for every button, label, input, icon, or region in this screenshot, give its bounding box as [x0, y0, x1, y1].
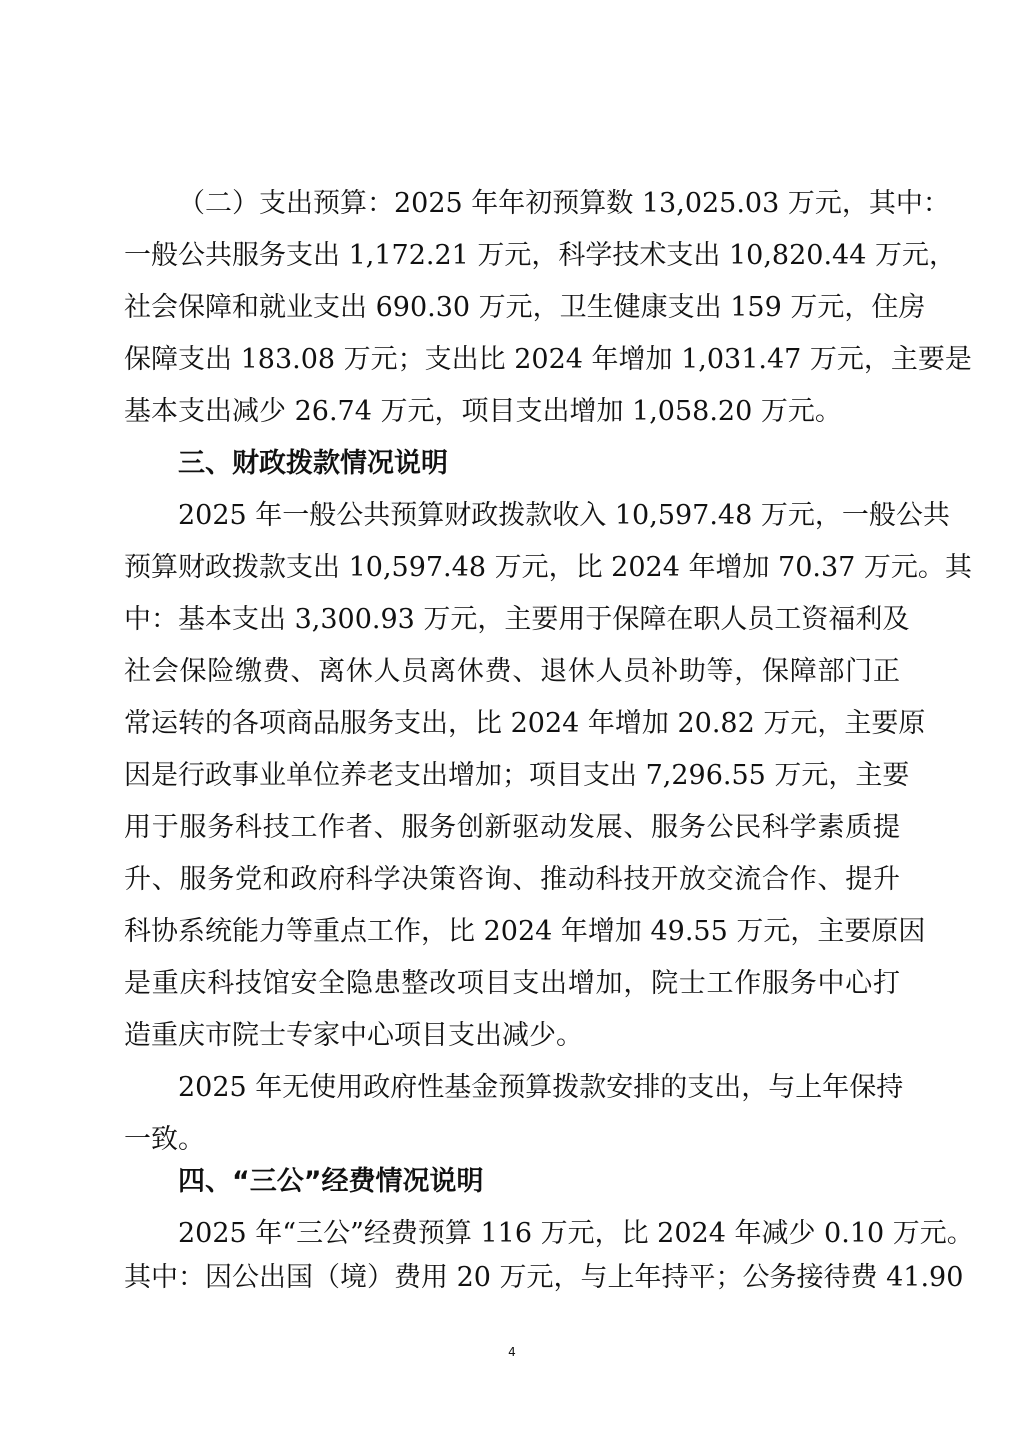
paragraph-line: 用于服务科技工作者、服务创新驱动发展、服务公民科学素质提 [124, 812, 900, 843]
paragraph-line: 社会保障和就业支出 690.30 万元，卫生健康支出 159 万元，住房 [124, 292, 926, 323]
paragraph-line: 预算财政拨款支出 10,597.48 万元，比 2024 年增加 70.37 万元。其 [124, 552, 972, 583]
paragraph-line: 科协系统能力等重点工作，比 2024 年增加 49.55 万元，主要原因 [124, 916, 926, 947]
paragraph-line: 保障支出 183.08 万元；支出比 2024 年增加 1,031.47 万元，主要是 [124, 344, 972, 375]
paragraph-line: 一致。 [124, 1124, 205, 1155]
paragraph-line: 常运转的各项商品服务支出，比 2024 年增加 20.82 万元，主要原 [124, 708, 926, 739]
paragraph-line: 2025 年一般公共预算财政拨款收入 10,597.48 万元，一般公共 [178, 500, 950, 531]
paragraph-line: 社会保险缴费、离休人员离休费、退休人员补助等，保障部门正 [124, 656, 900, 687]
paragraph-line: 其中：因公出国（境）费用 20 万元，与上年持平；公务接待费 41.90 [124, 1262, 964, 1293]
paragraph-line: 2025 年“三公”经费预算 116 万元，比 2024 年减少 0.10 万元。 [178, 1218, 974, 1249]
paragraph-line: 中：基本支出 3,300.93 万元，主要用于保障在职人员工资福利及 [124, 604, 910, 635]
paragraph-line: 2025 年无使用政府性基金预算拨款安排的支出，与上年保持 [178, 1072, 904, 1103]
paragraph-line: 基本支出减少 26.74 万元，项目支出增加 1,058.20 万元。 [124, 396, 842, 427]
section-heading-4: 四、“三公”经费情况说明 [178, 1166, 484, 1197]
paragraph-line: （二）支出预算：2025 年年初预算数 13,025.03 万元，其中： [178, 188, 950, 219]
section-heading-3: 三、财政拨款情况说明 [178, 448, 448, 479]
paragraph-line: 升、服务党和政府科学决策咨询、推动科技开放交流合作、提升 [124, 864, 900, 895]
paragraph-line: 一般公共服务支出 1,172.21 万元，科学技术支出 10,820.44 万元， [124, 240, 956, 271]
paragraph-line: 因是行政事业单位养老支出增加；项目支出 7,296.55 万元，主要 [124, 760, 910, 791]
paragraph-line: 造重庆市院士专家中心项目支出减少。 [124, 1020, 583, 1051]
paragraph-line: 是重庆科技馆安全隐患整改项目支出增加，院士工作服务中心打 [124, 968, 900, 999]
page-number: 4 [508, 1345, 516, 1359]
